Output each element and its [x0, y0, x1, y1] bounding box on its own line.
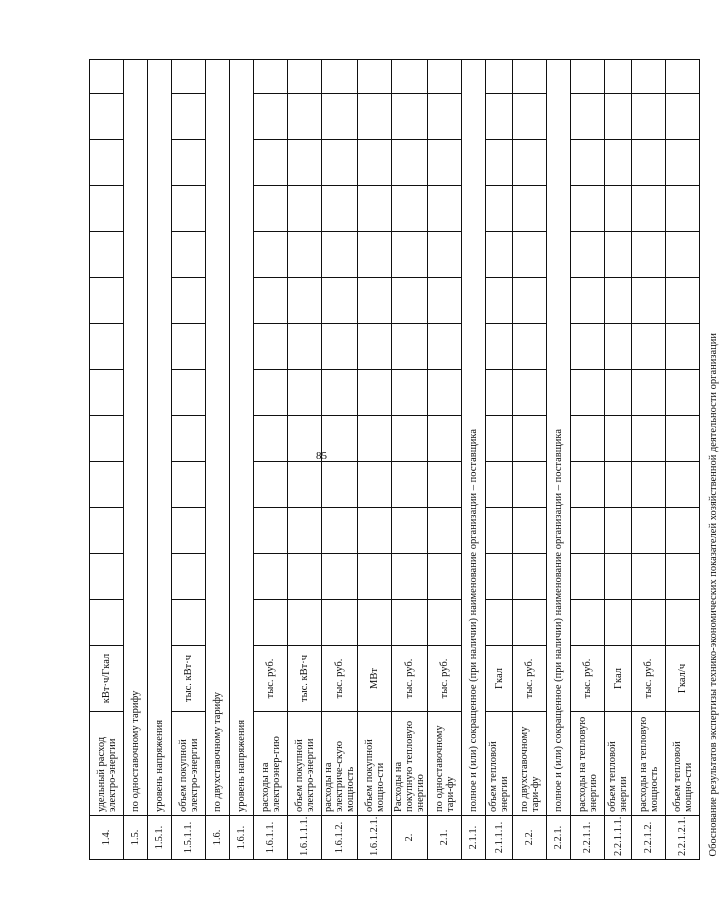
empty-cell: [358, 370, 392, 416]
empty-cell: [666, 278, 700, 324]
empty-cell: [254, 370, 288, 416]
row-number: 1.6.1.: [230, 816, 254, 860]
empty-cell: [486, 324, 513, 370]
empty-cell: [392, 94, 428, 140]
empty-cell: [322, 278, 358, 324]
row-number: 2.2.1.2.: [632, 816, 666, 860]
empty-cell: [428, 94, 462, 140]
empty-cell: [605, 232, 632, 278]
table-row: [358, 60, 392, 860]
empty-cell: [392, 508, 428, 554]
empty-cell: [513, 278, 547, 324]
empty-cell: [513, 508, 547, 554]
empty-cell: [486, 60, 513, 94]
empty-cell: [632, 554, 666, 600]
row-unit: Гкал: [486, 646, 513, 712]
empty-cell: [428, 370, 462, 416]
empty-cell: [571, 554, 605, 600]
empty-cell: [288, 278, 322, 324]
row-section-label: полное и (или) сокращенное (при наличии) наименование организации – поставщика: [547, 60, 571, 816]
row-unit: Гкал/ч: [666, 646, 700, 712]
empty-cell: [486, 462, 513, 508]
row-unit: МВт: [358, 646, 392, 712]
empty-cell: [486, 278, 513, 324]
empty-cell: [486, 94, 513, 140]
row-number: 2.1.: [428, 816, 462, 860]
empty-cell: [392, 186, 428, 232]
empty-cell: [254, 140, 288, 186]
footer-row: [700, 60, 727, 860]
empty-cell: [358, 60, 392, 94]
empty-cell: [513, 94, 547, 140]
empty-cell: [513, 462, 547, 508]
empty-cell: [90, 324, 124, 370]
row-unit: тыс. руб.: [632, 646, 666, 712]
empty-cell: [571, 462, 605, 508]
table-row: [513, 60, 547, 860]
row-label: объем покупной мощно-сти: [358, 712, 392, 816]
row-label: Расходы на покупную тепловую энергию: [392, 712, 428, 816]
empty-cell: [513, 416, 547, 462]
rotated-table-container: [89, 60, 720, 860]
empty-cell: [288, 370, 322, 416]
empty-cell: [322, 60, 358, 94]
table-row: [547, 60, 571, 860]
empty-cell: [666, 370, 700, 416]
empty-cell: [172, 186, 206, 232]
empty-cell: [172, 60, 206, 94]
empty-cell: [322, 370, 358, 416]
empty-cell: [666, 140, 700, 186]
empty-cell: [571, 232, 605, 278]
row-number: 2.1.1.1.: [486, 816, 513, 860]
table-row: [230, 60, 254, 860]
empty-cell: [428, 140, 462, 186]
empty-cell: [632, 416, 666, 462]
empty-cell: [288, 324, 322, 370]
empty-cell: [486, 232, 513, 278]
empty-cell: [666, 94, 700, 140]
empty-cell: [632, 600, 666, 646]
empty-cell: [666, 508, 700, 554]
empty-cell: [605, 462, 632, 508]
empty-cell: [358, 94, 392, 140]
empty-cell: [571, 60, 605, 94]
empty-cell: [254, 232, 288, 278]
empty-cell: [666, 60, 700, 94]
page-number: 85: [316, 450, 327, 462]
empty-cell: [513, 600, 547, 646]
empty-cell: [666, 416, 700, 462]
empty-cell: [322, 140, 358, 186]
empty-cell: [605, 370, 632, 416]
empty-cell: [513, 186, 547, 232]
empty-cell: [172, 94, 206, 140]
empty-cell: [513, 140, 547, 186]
table-row: [392, 60, 428, 860]
empty-cell: [605, 186, 632, 232]
empty-cell: [632, 324, 666, 370]
empty-cell: [666, 324, 700, 370]
empty-cell: [254, 60, 288, 94]
empty-cell: [486, 600, 513, 646]
empty-cell: [392, 554, 428, 600]
footer-text: Обоснование результатов экспертизы технико-экономических показателей хозяйственной деятельности организации: [708, 332, 720, 857]
empty-cell: [632, 232, 666, 278]
empty-cell: [288, 140, 322, 186]
empty-cell: [172, 416, 206, 462]
empty-cell: [571, 186, 605, 232]
empty-cell: [571, 278, 605, 324]
row-label: объем тепловой мощно-сти: [666, 712, 700, 816]
row-number: 2.2.1.2.1.: [666, 816, 700, 860]
row-unit: тыс. руб.: [571, 646, 605, 712]
row-label: объем тепловой энергии: [605, 712, 632, 816]
empty-cell: [392, 416, 428, 462]
row-label: расходы на электроэнер-гию: [254, 712, 288, 816]
empty-cell: [358, 232, 392, 278]
empty-cell: [172, 600, 206, 646]
empty-cell: [392, 60, 428, 94]
row-unit: Гкал: [605, 646, 632, 712]
row-number: 1.6.: [206, 816, 230, 860]
row-section-label: по одноставочному тарифу: [124, 60, 148, 816]
empty-cell: [90, 232, 124, 278]
row-number: 1.6.1.1.1.: [288, 816, 322, 860]
empty-cell: [605, 416, 632, 462]
empty-cell: [486, 186, 513, 232]
table-row: [632, 60, 666, 860]
empty-cell: [254, 324, 288, 370]
empty-cell: [90, 416, 124, 462]
empty-cell: [666, 600, 700, 646]
empty-cell: [288, 94, 322, 140]
empty-cell: [90, 278, 124, 324]
row-section-label: полное и (или) сокращенное (при наличии) наименование организации – поставщика: [462, 60, 486, 816]
table-row: [254, 60, 288, 860]
empty-cell: [428, 508, 462, 554]
empty-cell: [632, 462, 666, 508]
empty-cell: [322, 94, 358, 140]
empty-cell: [254, 508, 288, 554]
empty-cell: [632, 278, 666, 324]
empty-cell: [288, 462, 322, 508]
row-unit: тыс. кВт·ч: [288, 646, 322, 712]
row-number: 2.2.: [513, 816, 547, 860]
row-label: по двухставочному тари-фу: [513, 712, 547, 816]
empty-cell: [513, 60, 547, 94]
empty-cell: [90, 554, 124, 600]
row-number: 1.4.: [90, 816, 124, 860]
empty-cell: [172, 508, 206, 554]
row-section-label: по двухставочному тарифу: [206, 60, 230, 816]
empty-cell: [322, 416, 358, 462]
empty-cell: [254, 416, 288, 462]
empty-cell: [288, 508, 322, 554]
row-section-label: уровень напряжения: [230, 60, 254, 816]
empty-cell: [90, 60, 124, 94]
row-label: удельный расход электро-энергии: [90, 712, 124, 816]
empty-cell: [666, 554, 700, 600]
empty-cell: [90, 186, 124, 232]
empty-cell: [254, 462, 288, 508]
empty-cell: [486, 370, 513, 416]
row-number: 1.5.1.: [148, 816, 172, 860]
table-row: [124, 60, 148, 860]
empty-cell: [392, 232, 428, 278]
empty-cell: [288, 232, 322, 278]
row-label: расходы на тепловую энергию: [571, 712, 605, 816]
table-row: [172, 60, 206, 860]
empty-cell: [322, 508, 358, 554]
row-number: 2.2.1.: [547, 816, 571, 860]
row-number: 2.1.1.: [462, 816, 486, 860]
row-number: 2.: [392, 816, 428, 860]
empty-cell: [632, 186, 666, 232]
table-row: [666, 60, 700, 860]
empty-cell: [428, 60, 462, 94]
table-row: [288, 60, 322, 860]
row-unit: тыс. руб.: [513, 646, 547, 712]
empty-cell: [428, 600, 462, 646]
empty-cell: [513, 554, 547, 600]
table-row: [206, 60, 230, 860]
empty-cell: [90, 140, 124, 186]
empty-cell: [428, 232, 462, 278]
empty-cell: [358, 416, 392, 462]
empty-cell: [90, 370, 124, 416]
empty-cell: [90, 508, 124, 554]
empty-cell: [605, 140, 632, 186]
row-number: 2.2.1.1.: [571, 816, 605, 860]
row-unit: тыс. руб.: [428, 646, 462, 712]
empty-cell: [632, 60, 666, 94]
empty-cell: [358, 462, 392, 508]
empty-cell: [486, 416, 513, 462]
empty-cell: [571, 94, 605, 140]
empty-cell: [571, 324, 605, 370]
empty-cell: [358, 278, 392, 324]
empty-cell: [90, 462, 124, 508]
empty-cell: [632, 94, 666, 140]
empty-cell: [486, 140, 513, 186]
empty-cell: [322, 324, 358, 370]
empty-cell: [666, 232, 700, 278]
table-row: [428, 60, 462, 860]
empty-cell: [605, 60, 632, 94]
empty-cell: [605, 324, 632, 370]
empty-cell: [254, 278, 288, 324]
row-number: 2.2.1.1.1.: [605, 816, 632, 860]
row-unit: кВт·ч/Гкал: [90, 646, 124, 712]
empty-cell: [513, 324, 547, 370]
empty-cell: [172, 462, 206, 508]
row-number: 1.6.1.2.: [322, 816, 358, 860]
empty-cell: [254, 94, 288, 140]
empty-cell: [322, 462, 358, 508]
row-label: объем покупной электро-энергии: [172, 712, 206, 816]
empty-cell: [172, 232, 206, 278]
empty-cell: [666, 186, 700, 232]
row-label: по одноставочному тари-фу: [428, 712, 462, 816]
empty-cell: [288, 554, 322, 600]
empty-cell: [172, 324, 206, 370]
empty-cell: [428, 278, 462, 324]
empty-cell: [428, 416, 462, 462]
empty-cell: [254, 554, 288, 600]
row-unit: тыс. руб.: [322, 646, 358, 712]
empty-cell: [322, 186, 358, 232]
empty-cell: [428, 186, 462, 232]
empty-cell: [322, 232, 358, 278]
empty-cell: [428, 324, 462, 370]
empty-cell: [254, 186, 288, 232]
empty-cell: [571, 600, 605, 646]
table-row: [571, 60, 605, 860]
empty-cell: [172, 370, 206, 416]
row-unit: тыс. руб.: [254, 646, 288, 712]
empty-cell: [288, 186, 322, 232]
empty-cell: [392, 370, 428, 416]
empty-cell: [358, 508, 392, 554]
empty-cell: [632, 140, 666, 186]
empty-cell: [571, 140, 605, 186]
empty-cell: [172, 140, 206, 186]
table-row: [486, 60, 513, 860]
empty-cell: [358, 600, 392, 646]
empty-cell: [90, 94, 124, 140]
row-label: расходы на электриче-скую мощность: [322, 712, 358, 816]
empty-cell: [358, 140, 392, 186]
empty-cell: [254, 600, 288, 646]
empty-cell: [172, 554, 206, 600]
row-number: 1.5.1.1.: [172, 816, 206, 860]
empty-cell: [358, 554, 392, 600]
tariff-table: [89, 59, 727, 860]
empty-cell: [358, 186, 392, 232]
table-row: [322, 60, 358, 860]
row-unit: тыс. кВт·ч: [172, 646, 206, 712]
table-row: [90, 60, 124, 860]
table-row: [605, 60, 632, 860]
empty-cell: [322, 600, 358, 646]
empty-cell: [605, 94, 632, 140]
empty-cell: [632, 370, 666, 416]
empty-cell: [605, 508, 632, 554]
empty-cell: [288, 600, 322, 646]
empty-cell: [632, 508, 666, 554]
empty-cell: [392, 278, 428, 324]
row-number: 1.6.1.1.: [254, 816, 288, 860]
empty-cell: [90, 600, 124, 646]
row-number: 1.6.1.2.1.: [358, 816, 392, 860]
row-label: объем тепловой энергии: [486, 712, 513, 816]
empty-cell: [392, 324, 428, 370]
empty-cell: [666, 462, 700, 508]
empty-cell: [605, 554, 632, 600]
empty-cell: [428, 554, 462, 600]
empty-cell: [428, 462, 462, 508]
row-number: 1.5.: [124, 816, 148, 860]
row-unit: тыс. руб.: [392, 646, 428, 712]
table-row: [148, 60, 172, 860]
empty-cell: [571, 508, 605, 554]
empty-cell: [288, 416, 322, 462]
empty-cell: [172, 278, 206, 324]
empty-cell: [571, 370, 605, 416]
empty-cell: [322, 554, 358, 600]
empty-cell: [513, 370, 547, 416]
empty-cell: [486, 554, 513, 600]
empty-cell: [571, 416, 605, 462]
row-label: расходы на тепловую мощность: [632, 712, 666, 816]
table-row: [462, 60, 486, 860]
empty-cell: [392, 600, 428, 646]
empty-cell: [605, 600, 632, 646]
empty-cell: [486, 508, 513, 554]
row-section-label: уровень напряжения: [148, 60, 172, 816]
empty-cell: [288, 60, 322, 94]
empty-cell: [513, 232, 547, 278]
empty-cell: [392, 462, 428, 508]
row-label: объем покупной электро-энергии: [288, 712, 322, 816]
empty-cell: [392, 140, 428, 186]
empty-cell: [605, 278, 632, 324]
empty-cell: [358, 324, 392, 370]
